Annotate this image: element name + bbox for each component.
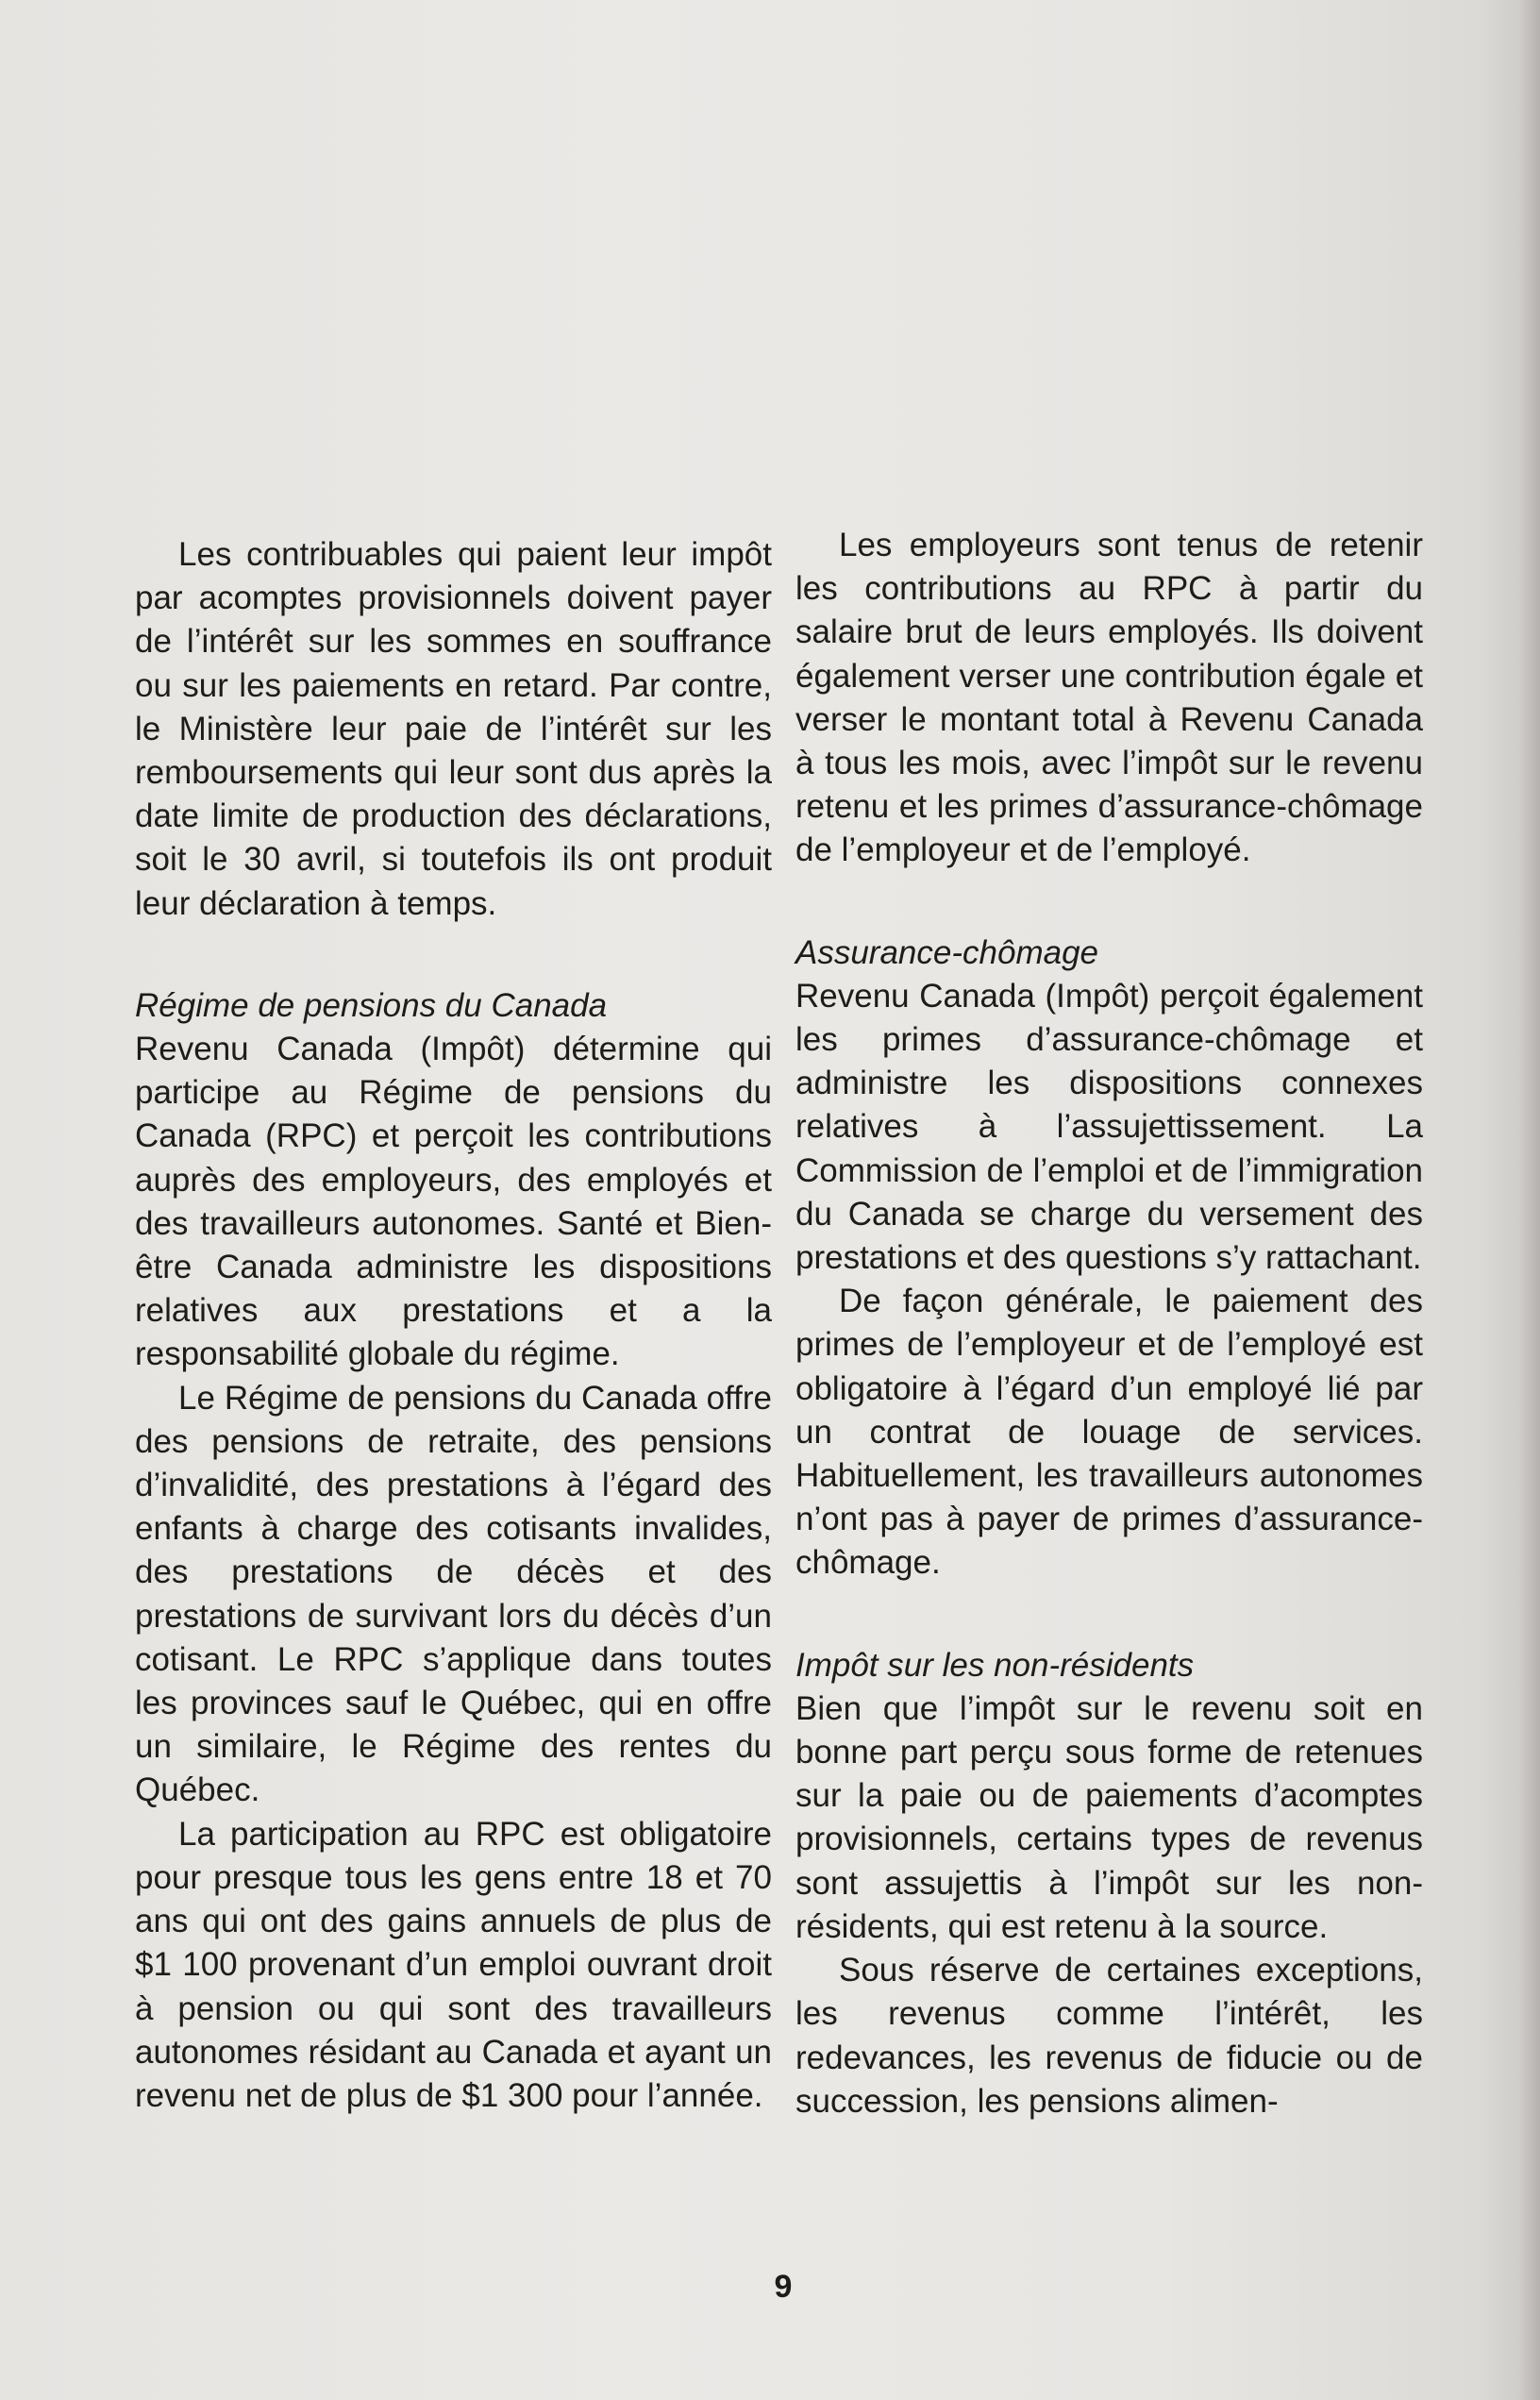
intro-paragraph-right: Les employeurs sont tenus de retenir les contributions au RPC à partir du salaire brut de leurs employés. Ils doivent également verser une contribution égale et verser le montant total à Revenu Canada à tous les mois, avec l’impôt sur le revenu retenu et les primes d’assurance-chômage de l’employeur et de l’employé. — [795, 527, 1423, 869]
page-number: 9 — [774, 2269, 793, 2305]
rpc-paragraph-3: La participation au RPC est obligatoire pour presque tous les gens entre 18 et 70 ans qui ont des gains annuels de plus de $1 100 provenant d’un emploi ouvrant droit à pension ou qui sont des travailleurs autonomes résidant au Canada et ayant un revenu net de plus de $1 300 pour l’année. — [135, 1815, 772, 2114]
page-edge-shadow — [1519, 0, 1540, 2400]
intro-paragraph-left: Les contribuables qui paient leur impôt par acomptes provisionnels doivent payer de l’intérêt sur les sommes en souffrance ou sur les paiements en retard. Par contre, le Ministère leur paie de l’intérêt sur les remboursements qui leur sont dus après la date limite de production des déclarations, soit le 30 avril, si toutefois ils ont produit leur déclaration à temps. — [135, 536, 772, 922]
section-spacer — [795, 873, 1423, 931]
ac-paragraph-2: De façon générale, le paiement des primes de l’employeur et de l’employé est obligatoire à l’égard d’un employé lié par un contrat de louage de services. Habituellement, les travailleurs autonomes n’ont pas à payer de primes d’assurance-chômage. — [795, 1283, 1423, 1582]
right-column — [795, 524, 1423, 2123]
section-heading-rpc: Régime de pensions du Canada — [135, 986, 608, 1024]
ac-paragraph-1: Revenu Canada (Impôt) perçoit également les primes d’assurance-chômage et administre les dispositions connexes relatives à l’assujettissement. La Commission de l’emploi et de l’immigration du Canada se charge du versement des prestations et des questions s’y rattachant. — [795, 977, 1423, 1277]
section-heading-assurance-chomage: Assurance-chômage — [795, 933, 1098, 971]
left-column — [135, 533, 772, 2118]
section-spacer — [135, 926, 772, 984]
rpc-paragraph-1: Revenu Canada (Impôt) détermine qui participe au Régime de pensions du Canada (RPC) et perçoit les contributions auprès des employeurs, des employés et des travailleurs autonomes. Santé et Bien-être Canada administre les dispositions relatives aux prestations et a la responsabilité globale du régime. — [135, 1031, 772, 1373]
section-spacer — [795, 1586, 1423, 1644]
rpc-paragraph-2: Le Régime de pensions du Canada offre des pensions de retraite, des pensions d’invalidité, des prestations à l’égard des enfants à charge des cotisants invalides, des prestations de décès et des prestations de survivant lors du décès d’un cotisant. Le RPC s’applique dans toutes les provinces sauf le Québec, qui en offre un similaire, le Régime des rentes du Québec. — [135, 1379, 772, 1809]
section-heading-non-residents: Impôt sur les non-résidents — [795, 1646, 1195, 1684]
nr-paragraph-1: Bien que l’impôt sur le revenu soit en bonne part perçu sous forme de retenues sur la paie ou de paiements d’acomptes provisionnels, certains types de revenus sont assujettis à l’impôt sur les non-résidents, qui est retenu à la source. — [795, 1689, 1423, 1945]
nr-paragraph-2: Sous réserve de certaines exceptions, les revenus comme l’intérêt, les redevances, les revenus de fiducie ou de succession, les pensions alimen- — [795, 1952, 1423, 2120]
